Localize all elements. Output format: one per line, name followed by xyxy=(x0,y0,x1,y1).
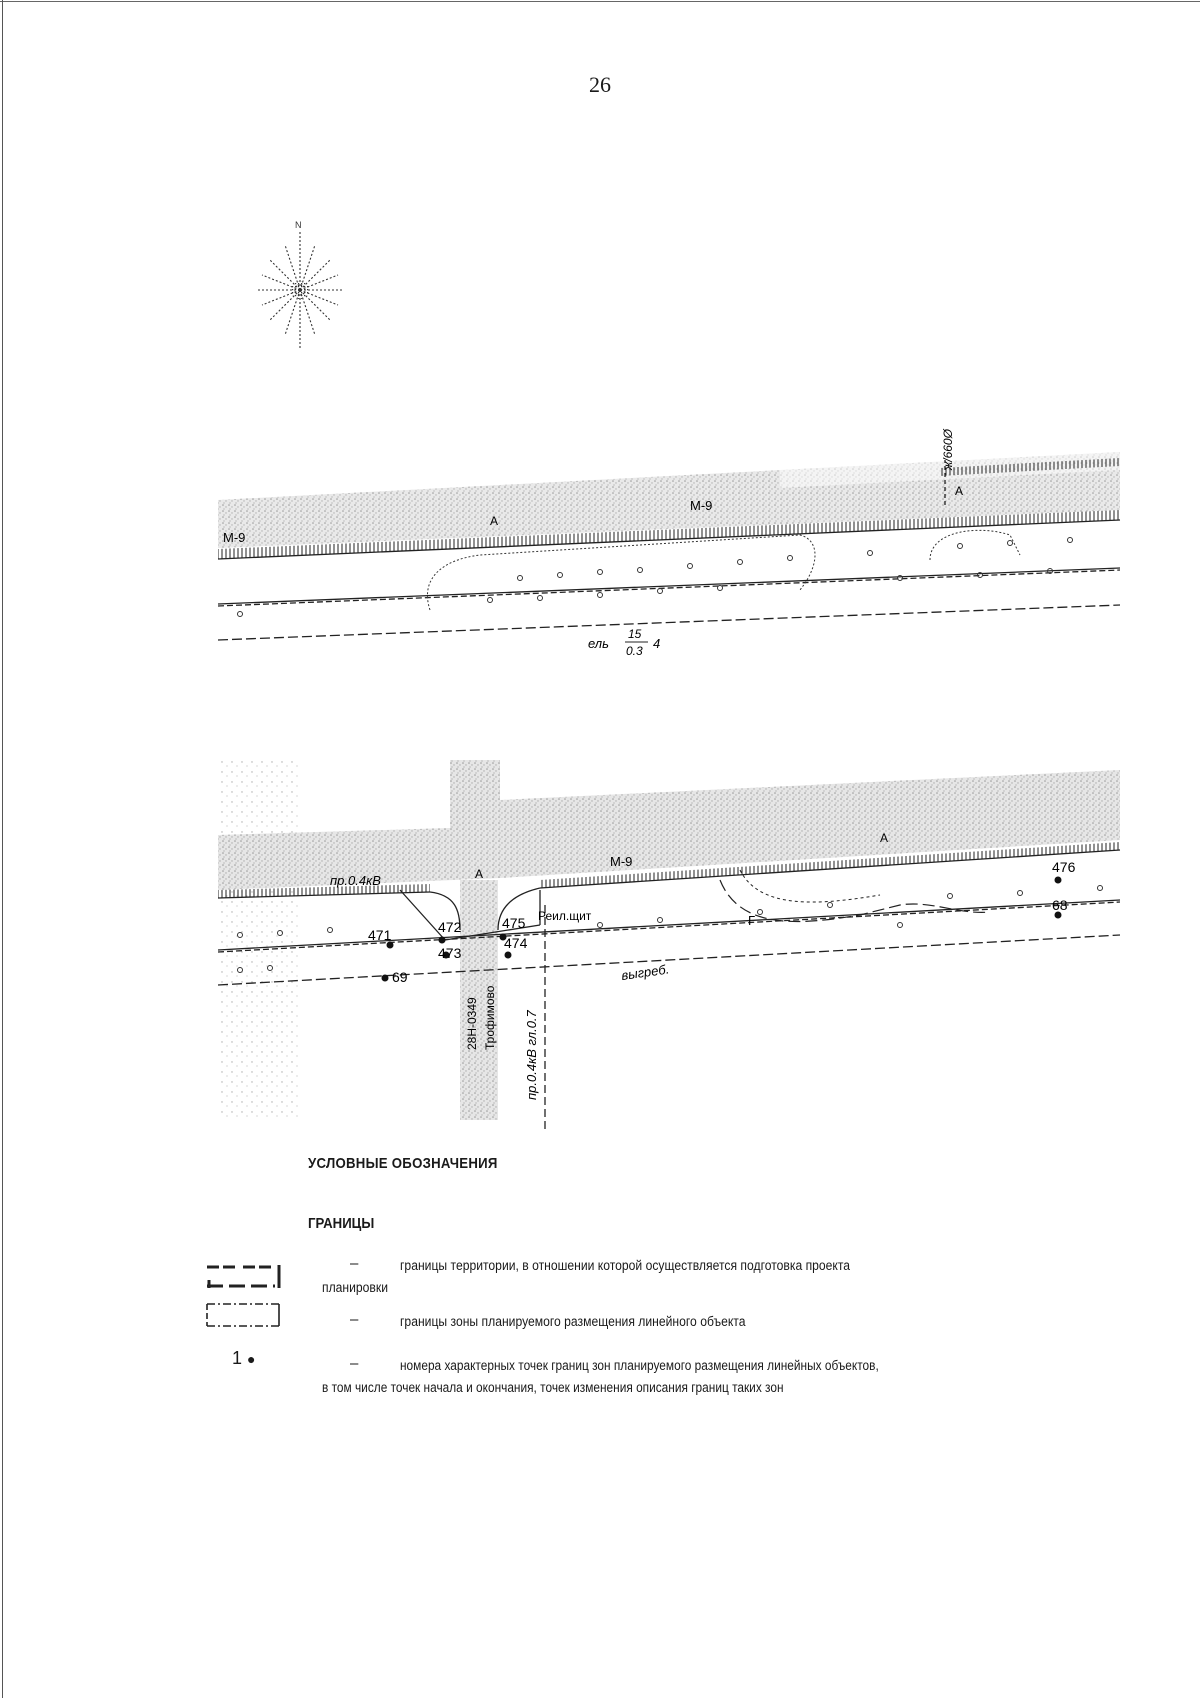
legend-dash-3: – xyxy=(350,1355,359,1372)
map-bottom-zone-label-left: А xyxy=(475,867,484,881)
legend-point-number-label: 1 xyxy=(232,1348,243,1368)
legend-item-3-line-2: в том числе точек начала и окончания, точек изменения описания границ таких зон xyxy=(322,1380,784,1395)
legend-title: УСЛОВНЫЕ ОБОЗНАЧЕНИЯ xyxy=(308,1155,498,1172)
map-top-road-label-center: М-9 xyxy=(690,498,713,513)
point-label-475: 475 xyxy=(502,915,526,931)
pit-label: выгреб. xyxy=(620,961,671,983)
boundary-zone-symbol-icon xyxy=(205,1300,285,1330)
legend-item-1-line-1: границы территории, в отношении которой осуществляется подготовка проекта xyxy=(400,1258,851,1273)
map-top-zone-label-left: А xyxy=(490,514,499,528)
point-label-471: 471 xyxy=(368,927,392,943)
compass-north-label: N xyxy=(295,220,302,230)
page-number: 26 xyxy=(589,72,611,97)
legend-dash-2: – xyxy=(350,1311,359,1328)
point-label-69: 69 xyxy=(392,969,408,985)
point-label-472: 472 xyxy=(438,919,462,935)
map-point-476 xyxy=(1055,877,1062,884)
tree-denominator: 0.3 xyxy=(626,644,643,658)
point-label-474: 474 xyxy=(504,935,528,951)
zone-letter: Г xyxy=(748,913,756,928)
map-top-road-label-left: М-9 xyxy=(223,530,246,545)
map-bottom-road-label: М-9 xyxy=(610,854,633,869)
panel-label: Реил.щит xyxy=(538,909,592,923)
legend-point-number xyxy=(232,1348,256,1369)
tree-label-prefix: ель xyxy=(588,636,609,651)
map-top-zone-label-right: А xyxy=(955,484,964,498)
point-marker-icon: ● xyxy=(247,1351,256,1367)
legend-item-2-line-1: границы зоны планируемого размещения линейного объекта xyxy=(400,1314,746,1329)
side-road-code: 28Н-0349 xyxy=(465,997,479,1050)
legend-dash-1: – xyxy=(350,1255,359,1272)
side-road-name: Трофимово xyxy=(483,985,497,1050)
vertical-power-label: пр.0.4кВ гл.0.7 xyxy=(524,1010,539,1100)
legend-subtitle: ГРАНИЦЫ xyxy=(308,1215,375,1232)
point-label-473: 473 xyxy=(438,945,462,961)
map-point-474 xyxy=(505,952,512,959)
boundary-territory-symbol-icon xyxy=(205,1262,285,1292)
powerline-label: пр.0.4кВ xyxy=(330,873,381,888)
point-label-68: 68 xyxy=(1052,897,1068,913)
tree-count: 4 xyxy=(653,636,661,651)
map-bottom-zone-label-right: А xyxy=(880,831,889,845)
legend-item-3-line-1: номера характерных точек границ зон планируемого размещения линейных объектов, xyxy=(400,1358,879,1373)
legend-item-1-line-2: планировки xyxy=(322,1280,388,1295)
map-top-vertical-label: ж/660Ø xyxy=(941,429,955,470)
map-point-69 xyxy=(382,975,389,982)
point-label-476: 476 xyxy=(1052,859,1076,875)
map-point-472 xyxy=(439,937,446,944)
tree-numerator: 15 xyxy=(628,627,642,641)
